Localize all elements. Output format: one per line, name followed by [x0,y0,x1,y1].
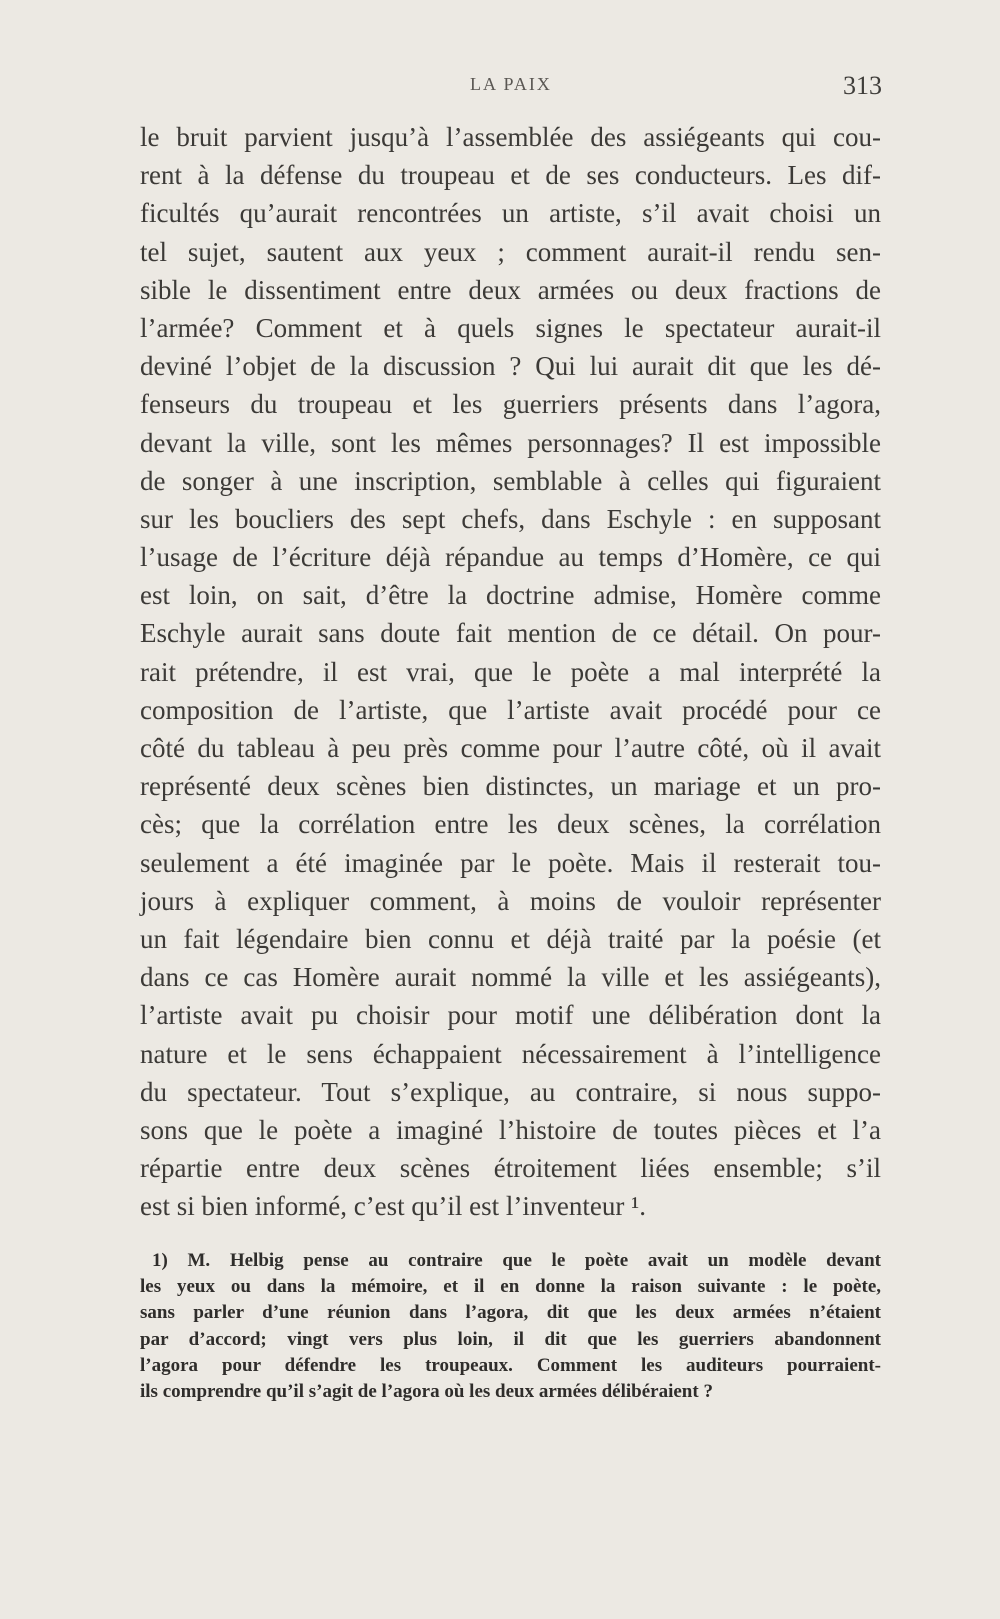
text-line-26: du spectateur. Tout s’explique, au contraire, si nous suppo- [140,1076,881,1107]
footnote-line-2: les yeux ou dans la mémoire, et il en donne la raison suivante : le poète, [140,1276,881,1298]
text-line-22: un fait légendaire bien connu et déjà traité par la poésie (et [140,923,881,954]
running-title: LA PAIX [470,74,552,94]
text-line-11: sur les boucliers des sept chefs, dans Eschyle : en supposant [140,503,881,534]
text-line-9: devant la ville, sont les mêmes personnages? Il est impossible [140,427,881,458]
text-line-1: le bruit parvient jusqu’à l’assemblée des assiégeants qui cou- [140,122,881,152]
text-line-28: répartie entre deux scènes étroitement liées ensemble; s’il [140,1153,881,1184]
text-line-2: rent à la défense du troupeau et de ses conducteurs. Les dif- [140,160,881,191]
text-line-7: deviné l’objet de la discussion ? Qui lui aurait dit que les dé- [140,351,881,382]
main-text [140,118,881,1225]
text-line-8: fenseurs du troupeau et les guerriers présents dans l’agora, [140,389,881,420]
text-line-25: nature et le sens échappaient nécessairement à l’intelligence [140,1038,881,1069]
text-line-15: rait prétendre, il est vrai, que le poète a mal interprété la [140,656,881,687]
text-line-12: l’usage de l’écriture déjà répandue au temps d’Homère, ce qui [140,542,881,573]
text-line-14: Eschyle aurait sans doute fait mention de ce détail. On pour- [140,618,881,649]
text-line-18: représenté deux scènes bien distinctes, un mariage et un pro- [140,771,881,802]
footnote-line-1: 1) M. Helbig pense au contraire que le poète avait un modèle devant [152,1250,881,1271]
text-line-19: cès; que la corrélation entre les deux scènes, la corrélation [140,809,881,840]
text-line-4: tel sujet, sautent aux yeux ; comment aurait-il rendu sen- [140,236,881,267]
text-line-13: est loin, on sait, d’être la doctrine admise, Homère comme [140,580,881,611]
footnote-line-6: ils comprendre qu’il s’agit de l’agora où les deux armées délibéraient ? [140,1380,713,1402]
text-line-3: ficultés qu’aurait rencontrées un artiste, s’il avait choisi un [140,198,881,229]
footnote-line-4: par d’accord; vingt vers plus loin, il dit que les guerriers abandonnent [140,1328,881,1350]
text-line-21: jours à expliquer comment, à moins de vouloir représenter [140,885,881,916]
footnote [140,1248,881,1405]
text-line-10: de songer à une inscription, semblable à celles qui figuraient [140,465,881,496]
text-line-23: dans ce cas Homère aurait nommé la ville et les assiégeants), [140,962,881,993]
text-line-20: seulement a été imaginée par le poète. Mais il resterait tou- [140,847,881,878]
running-head [0,71,1000,104]
footnote-line-3: sans parler d’une réunion dans l’agora, dit que les deux armées n’étaient [140,1302,881,1324]
text-line-29: est si bien informé, c’est qu’il est l’inventeur ¹. [140,1191,646,1222]
text-line-6: l’armée? Comment et à quels signes le spectateur aurait-il [140,312,881,343]
text-line-5: sible le dissentiment entre deux armées ou deux fractions de [140,274,881,305]
text-line-24: l’artiste avait pu choisir pour motif une délibération dont la [140,1000,881,1031]
text-line-17: côté du tableau à peu près comme pour l’autre côté, où il avait [140,733,881,763]
text-line-27: sons que le poète a imaginé l’histoire de toutes pièces et l’a [140,1114,881,1145]
footnote-line-5: l’agora pour défendre les troupeaux. Comment les auditeurs pourraient- [140,1354,881,1376]
text-line-16: composition de l’artiste, que l’artiste avait procédé pour ce [140,694,881,725]
page-number: 313 [843,71,882,100]
